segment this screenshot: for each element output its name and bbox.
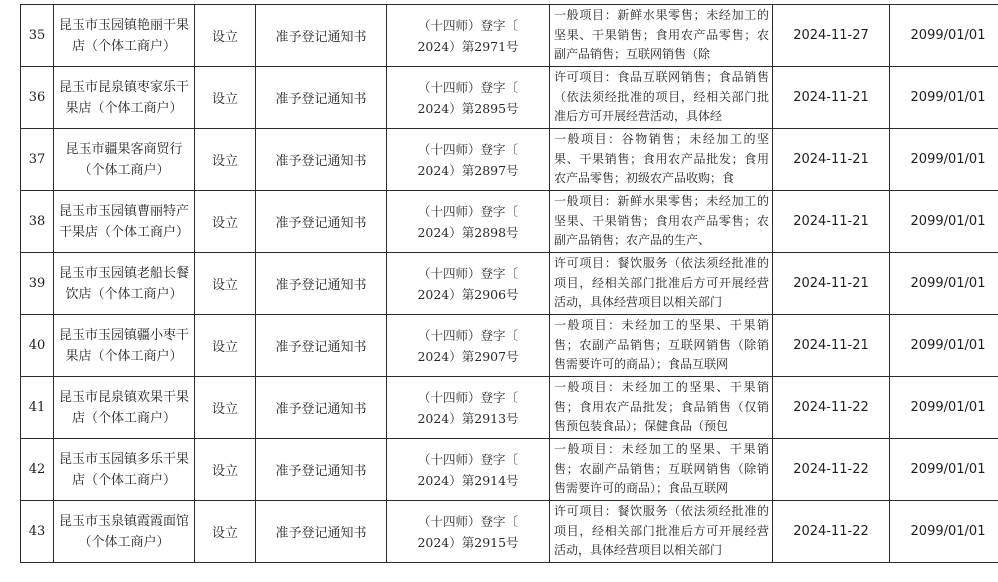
document-number (387, 439, 550, 501)
business-name (54, 439, 195, 501)
document-type: 准予登记通知书 (256, 501, 387, 563)
document-number-line1: （十四师）登字〔 (417, 141, 518, 157)
registration-type: 设立 (195, 67, 256, 129)
table-row (21, 501, 998, 563)
table-row (21, 5, 998, 67)
table-row (21, 253, 998, 315)
row-number: 35 (21, 5, 54, 67)
table-row (21, 315, 998, 377)
document-number-line1: （十四师）登字〔 (417, 79, 518, 95)
document-number (387, 501, 550, 563)
business-scope (550, 191, 773, 253)
business-name-line1: 昆玉市玉园镇老船长餐 (58, 265, 189, 281)
business-name-line2: （个体工商户） (78, 534, 170, 550)
business-name-line2: 店（个体工商户） (71, 410, 176, 426)
table-row (21, 129, 998, 191)
business-scope-text: 一般项目：未经加工的坚果、干果销售；农副产品销售；互联网销售（除销售需要许可的商品）；食品互联网 (554, 442, 769, 495)
document-number (387, 5, 550, 67)
registration-type: 设立 (195, 253, 256, 315)
document-number-line1: （十四师）登字〔 (417, 513, 518, 529)
business-name (54, 315, 195, 377)
document-number (387, 129, 550, 191)
business-name (54, 191, 195, 253)
business-name-line2: 饮店（个体工商户） (65, 286, 183, 302)
document-number-line2: 2024）第2915号 (417, 534, 519, 550)
table-row (21, 191, 998, 253)
business-name-line1: 昆玉市昆泉镇欢果干果 (58, 389, 189, 405)
expiry-date: 2099/01/01 (890, 129, 998, 191)
document-type: 准予登记通知书 (256, 191, 387, 253)
approval-date: 2024-11-21 (773, 191, 890, 253)
expiry-date: 2099/01/01 (890, 5, 998, 67)
registration-type: 设立 (195, 191, 256, 253)
registration-table-container (20, 4, 998, 563)
document-number-line2: 2024）第2897号 (417, 162, 519, 178)
business-name-line1: 昆玉市疆果客商贸行 (65, 141, 183, 157)
business-scope-text: 一般项目：未经加工的坚果、干果销售；食用农产品批发；食品销售（仅销售预包装食品）；保健食品（预包 (554, 380, 769, 433)
table-row (21, 439, 998, 501)
expiry-date: 2099/01/01 (890, 253, 998, 315)
document-type: 准予登记通知书 (256, 439, 387, 501)
document-type: 准予登记通知书 (256, 129, 387, 191)
business-name-line1: 昆玉市玉园镇疆小枣干 (58, 327, 189, 343)
registration-table (20, 4, 998, 563)
business-scope-text: 许可项目：食品互联网销售；食品销售（依法须经批准的项目，经相关部门批准后方可开展经营活动，具体经 (554, 70, 769, 123)
document-number-line1: （十四师）登字〔 (417, 389, 518, 405)
document-number-line1: （十四师）登字〔 (417, 265, 518, 281)
expiry-date: 2099/01/01 (890, 67, 998, 129)
business-name-line1: 昆玉市玉园镇艳丽干果 (58, 17, 189, 33)
document-type: 准予登记通知书 (256, 5, 387, 67)
approval-date: 2024-11-22 (773, 377, 890, 439)
row-number: 42 (21, 439, 54, 501)
business-scope (550, 439, 773, 501)
business-name-line2: 店（个体工商户） (71, 472, 176, 488)
document-number-line2: 2024）第2898号 (417, 224, 519, 240)
document-number-line2: 2024）第2906号 (417, 286, 519, 302)
business-scope-text: 一般项目：谷物销售；未经加工的坚果、干果销售；食用农产品批发；食用农产品零售；初级农产品收购；食 (554, 132, 769, 185)
row-number: 36 (21, 67, 54, 129)
document-number-line2: 2024）第2907号 (417, 348, 519, 364)
row-number: 37 (21, 129, 54, 191)
document-number-line1: （十四师）登字〔 (417, 203, 518, 219)
business-scope (550, 129, 773, 191)
business-name-line2: 干果店（个体工商户） (58, 224, 189, 240)
registration-type: 设立 (195, 439, 256, 501)
business-name-line2: 店（个体工商户） (71, 38, 176, 54)
registration-type: 设立 (195, 129, 256, 191)
document-number (387, 67, 550, 129)
table-row (21, 67, 998, 129)
document-number-line2: 2024）第2913号 (417, 410, 519, 426)
document-number-line1: （十四师）登字〔 (417, 17, 518, 33)
document-number-line2: 2024）第2971号 (417, 38, 519, 54)
business-scope (550, 315, 773, 377)
document-number (387, 253, 550, 315)
business-scope-text: 许可项目：餐饮服务（依法须经批准的项目，经相关部门批准后方可开展经营活动，具体经营项目以相关部门 (554, 256, 769, 309)
document-number-line2: 2024）第2895号 (417, 100, 519, 116)
business-scope (550, 377, 773, 439)
business-scope-text: 许可项目：餐饮服务（依法须经批准的项目，经相关部门批准后方可开展经营活动，具体经营项目以相关部门 (554, 504, 769, 557)
business-name (54, 501, 195, 563)
business-name-line2: （个体工商户） (78, 162, 170, 178)
approval-date: 2024-11-21 (773, 253, 890, 315)
approval-date: 2024-11-21 (773, 315, 890, 377)
document-type: 准予登记通知书 (256, 315, 387, 377)
business-name-line2: 果店（个体工商户） (65, 100, 183, 116)
business-name-line1: 昆玉市玉园镇多乐干果 (58, 451, 189, 467)
document-number-line1: （十四师）登字〔 (417, 451, 518, 467)
business-name (54, 67, 195, 129)
row-number: 43 (21, 501, 54, 563)
business-scope (550, 5, 773, 67)
business-scope (550, 253, 773, 315)
document-number-line1: （十四师）登字〔 (417, 327, 518, 343)
business-name (54, 129, 195, 191)
row-number: 39 (21, 253, 54, 315)
business-name-line2: 果店（个体工商户） (65, 348, 183, 364)
row-number: 38 (21, 191, 54, 253)
business-name (54, 377, 195, 439)
business-scope-text: 一般项目：新鲜水果零售；未经加工的坚果、干果销售；食用农产品零售；农副产品销售；互联网销售（除 (554, 8, 769, 61)
business-name-line1: 昆玉市昆泉镇枣家乐干 (58, 79, 189, 95)
expiry-date: 2099/01/01 (890, 439, 998, 501)
expiry-date: 2099/01/01 (890, 501, 998, 563)
business-name (54, 253, 195, 315)
document-number-line2: 2024）第2914号 (417, 472, 519, 488)
business-scope-text: 一般项目：未经加工的坚果、干果销售；农副产品销售；互联网销售（除销售需要许可的商品）；食品互联网 (554, 318, 769, 371)
registration-type: 设立 (195, 315, 256, 377)
business-scope-text: 一般项目：新鲜水果零售；未经加工的坚果、干果销售；食用农产品零售；农副产品销售；农产品的生产、 (554, 194, 769, 247)
business-scope (550, 501, 773, 563)
document-number (387, 315, 550, 377)
row-number: 40 (21, 315, 54, 377)
approval-date: 2024-11-22 (773, 439, 890, 501)
document-type: 准予登记通知书 (256, 377, 387, 439)
document-number (387, 191, 550, 253)
document-type: 准予登记通知书 (256, 253, 387, 315)
row-number: 41 (21, 377, 54, 439)
expiry-date: 2099/01/01 (890, 315, 998, 377)
table-body (21, 5, 998, 563)
registration-type: 设立 (195, 501, 256, 563)
table-row (21, 377, 998, 439)
approval-date: 2024-11-22 (773, 501, 890, 563)
business-scope (550, 67, 773, 129)
expiry-date: 2099/01/01 (890, 191, 998, 253)
business-name (54, 5, 195, 67)
document-number (387, 377, 550, 439)
approval-date: 2024-11-21 (773, 67, 890, 129)
approval-date: 2024-11-27 (773, 5, 890, 67)
business-name-line1: 昆玉市玉园镇曹丽特产 (58, 203, 189, 219)
expiry-date: 2099/01/01 (890, 377, 998, 439)
registration-type: 设立 (195, 377, 256, 439)
business-name-line1: 昆玉市玉泉镇霞霞面馆 (58, 513, 189, 529)
registration-type: 设立 (195, 5, 256, 67)
approval-date: 2024-11-21 (773, 129, 890, 191)
document-type: 准予登记通知书 (256, 67, 387, 129)
